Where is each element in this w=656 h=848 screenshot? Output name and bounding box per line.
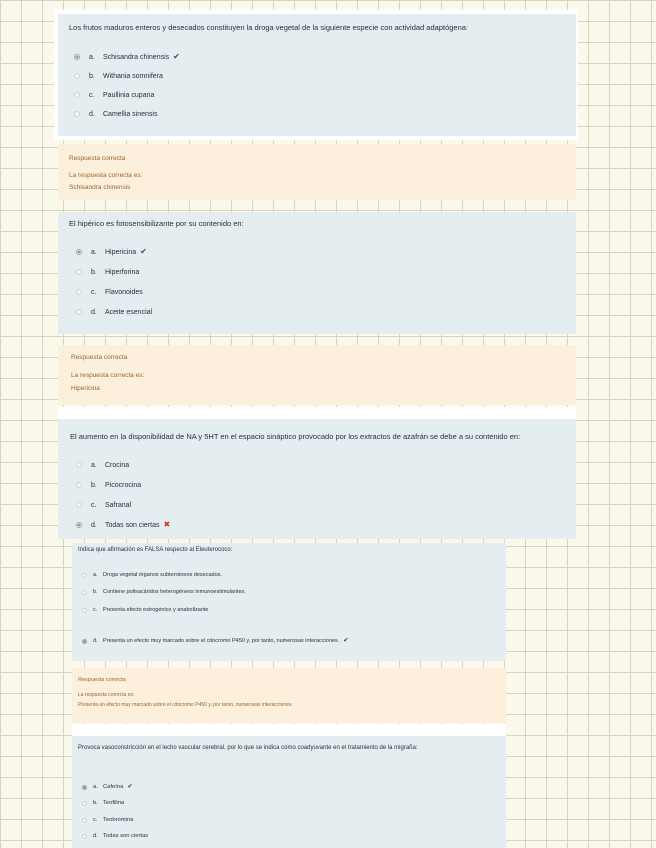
- radio-button[interactable]: [76, 462, 82, 468]
- option-label: Contiene polisacáridos heterogéneos inmunoestimulantes.: [103, 589, 246, 595]
- radio-button[interactable]: [76, 249, 82, 255]
- question-card-1: [58, 14, 576, 136]
- radio-button[interactable]: [82, 590, 87, 595]
- option-label: Hiperforina: [105, 268, 140, 276]
- answer-option-d[interactable]: d. Todas son ciertas: [82, 831, 148, 841]
- option-label: Crocina: [105, 461, 130, 469]
- feedback-box-4: [72, 668, 506, 723]
- feedback-answer: Schisandra chinensis: [69, 184, 131, 191]
- radio-button[interactable]: [82, 801, 87, 806]
- radio-button[interactable]: [82, 639, 87, 644]
- answer-option-a[interactable]: a. Droga vegetal órganos subterráneos desecados.: [82, 570, 222, 580]
- answer-option-c[interactable]: c. Flavonoides: [76, 287, 143, 297]
- radio-button[interactable]: [76, 289, 82, 295]
- option-label: Todas son ciertas: [105, 521, 160, 529]
- radio-button[interactable]: [76, 309, 82, 315]
- option-label: Paullinia cupana: [103, 91, 155, 99]
- answer-option-b[interactable]: b. Hiperforina: [76, 267, 139, 277]
- check-icon: ✔: [343, 637, 349, 644]
- radio-button[interactable]: [76, 269, 82, 275]
- radio-button[interactable]: [82, 785, 87, 790]
- question-text: Indica que afirmación es FALSA respecto al Eleuterococo:: [78, 547, 233, 553]
- radio-button[interactable]: [76, 482, 82, 488]
- answer-option-b[interactable]: b. Contiene polisacáridos heterogéneos inmunoestimulantes.: [82, 587, 246, 597]
- feedback-answer: Hipericina: [71, 385, 100, 392]
- feedback-status: Respuesta correcta: [78, 677, 126, 683]
- check-icon: ✔: [140, 247, 147, 256]
- answer-option-d[interactable]: d. Camellia sinensis: [74, 109, 157, 119]
- answer-option-d[interactable]: d. Aceite esencial: [76, 307, 152, 317]
- answer-option-d[interactable]: d. Todas son ciertas ✖: [76, 520, 170, 530]
- feedback-box-2: [58, 345, 576, 405]
- option-label: Cafeína: [103, 784, 124, 790]
- question-text: Provoca vasoconstricción en el lecho vascular cerebral, por lo que se indica como coadyuvante en el tratamiento de la migraña:: [78, 745, 418, 751]
- question-card-2: [58, 212, 576, 334]
- feedback-answer: Presenta un efecto muy marcado sobre el citocromo P450 y, por tanto, numerosas interacciones.: [78, 702, 293, 708]
- answer-option-a[interactable]: a. Hipericina ✔: [76, 247, 147, 257]
- radio-button[interactable]: [82, 818, 87, 823]
- question-text: El hipérico es fotosensibilizante por su contenido en:: [69, 219, 244, 228]
- answer-option-b[interactable]: b. Teofilina: [82, 798, 124, 808]
- radio-button[interactable]: [82, 834, 87, 839]
- feedback-label: La respuesta correcta es:: [71, 372, 145, 379]
- cross-icon: ✖: [163, 520, 171, 529]
- option-label: Presenta un efecto muy marcado sobre el citocromo P450 y, por tanto, numerosas interacciones.: [103, 638, 340, 644]
- option-label: Hipericina: [105, 248, 137, 256]
- radio-button[interactable]: [76, 502, 82, 508]
- feedback-box-1: [58, 144, 576, 200]
- answer-option-b[interactable]: b. Picocrocina: [76, 480, 141, 490]
- question-text: El aumento en la disponibilidad de NA y 5HT en el espacio sináptico provocado por los extractos de azafrán se debe a su contenido en:: [70, 432, 521, 441]
- option-label: Picocrocina: [105, 481, 142, 489]
- option-label: Flavonoides: [105, 288, 143, 296]
- answer-option-a[interactable]: a. Crocina: [76, 460, 129, 470]
- option-label: Presenta efecto estrogénico y anabolizante: [103, 607, 209, 613]
- answer-option-d[interactable]: d. Presenta un efecto muy marcado sobre el citocromo P450 y, por tanto, numerosas interacciones. ✔: [82, 636, 349, 646]
- option-label: Teofilina: [103, 800, 125, 806]
- option-label: Droga vegetal órganos subterráneos desecados.: [103, 572, 222, 578]
- option-label: Schisandra chinensis: [103, 53, 170, 61]
- feedback-status: Respuesta correcta: [69, 155, 126, 162]
- feedback-label: La respuesta correcta es:: [69, 172, 143, 179]
- option-label: Todas son ciertas: [103, 833, 149, 839]
- check-icon: ✔: [127, 783, 133, 790]
- feedback-status: Respuesta correcta: [71, 354, 128, 361]
- check-icon: ✔: [173, 52, 180, 61]
- radio-button[interactable]: [74, 73, 80, 79]
- answer-option-b[interactable]: b. Withania somnifera: [74, 71, 163, 81]
- option-label: Withania somnifera: [103, 72, 163, 80]
- radio-button[interactable]: [74, 111, 80, 117]
- answer-option-c[interactable]: c. Presenta efecto estrogénico y anabolizante: [82, 605, 209, 615]
- radio-button[interactable]: [82, 608, 87, 613]
- answer-option-a[interactable]: a. Schisandra chinensis ✔: [74, 52, 180, 62]
- option-label: Teobromina: [103, 817, 134, 823]
- option-label: Safranal: [105, 501, 132, 509]
- answer-option-c[interactable]: c. Safranal: [76, 500, 131, 510]
- answer-option-c[interactable]: c. Teobromina: [82, 815, 133, 825]
- radio-button[interactable]: [74, 92, 80, 98]
- radio-button[interactable]: [76, 522, 82, 528]
- answer-option-a[interactable]: a. Cafeína ✔: [82, 782, 133, 792]
- option-label: Aceite esencial: [105, 308, 153, 316]
- answer-option-c[interactable]: c. Paullinia cupana: [74, 90, 154, 100]
- radio-button[interactable]: [82, 573, 87, 578]
- question-text: Los frutos maduros enteros y desecados constituyen la droga vegetal de la siguiente especie con actividad adaptógena:: [69, 23, 469, 32]
- question-card-3: [58, 419, 576, 539]
- option-label: Camellia sinensis: [103, 110, 158, 118]
- radio-button[interactable]: [74, 54, 80, 60]
- question-card-5: [72, 736, 506, 848]
- question-card-4: [72, 543, 506, 661]
- feedback-label: La respuesta correcta es:: [78, 692, 135, 698]
